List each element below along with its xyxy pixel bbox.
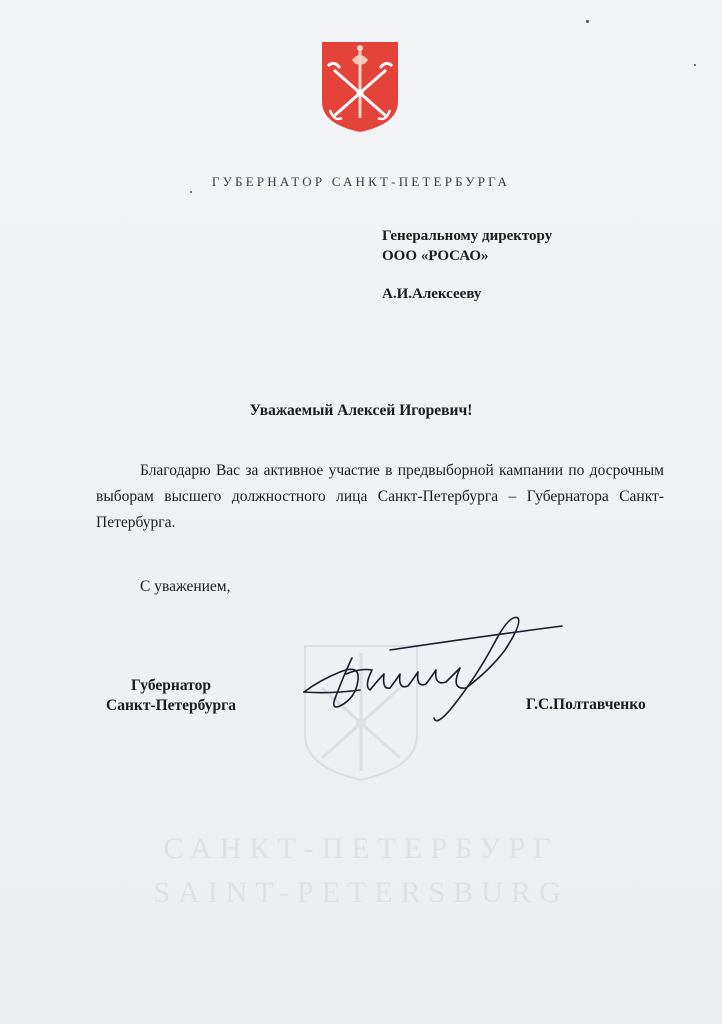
addressee-name: А.И.Алексееву	[382, 286, 482, 302]
closing: С уважением,	[140, 578, 231, 595]
signatory-title-line2: Санкт-Петербурга	[106, 697, 236, 714]
paper-speck	[694, 64, 696, 66]
signatory-name: Г.С.Полтавченко	[526, 696, 646, 713]
paper-speck	[190, 191, 192, 193]
watermark-city-ru: САНКТ-ПЕТЕРБУРГ	[163, 832, 559, 865]
watermark-city-en: SAINT-PETERSBURG	[153, 876, 569, 909]
coat-of-arms-icon	[320, 40, 400, 134]
signatory-title-line1: Губернатор	[131, 677, 211, 694]
addressee-block	[382, 226, 552, 304]
addressee-company: ООО «РОСАО»	[382, 248, 489, 264]
letterhead-organization: ГУБЕРНАТОР САНКТ-ПЕТЕРБУРГА	[211, 174, 511, 189]
salutation: Уважаемый Алексей Игоревич!	[249, 402, 473, 419]
addressee-position: Генеральному директору	[382, 228, 553, 244]
handwritten-signature-icon	[300, 610, 570, 740]
paper-speck	[586, 20, 589, 23]
letter-body: Благодарю Вас за активное участие в предвыборной кампании по досрочным выборам высшего должностного лица Санкт-Петербурга – Губернатора Санкт-Петербурга.	[96, 462, 664, 531]
signatory-title	[96, 676, 246, 716]
